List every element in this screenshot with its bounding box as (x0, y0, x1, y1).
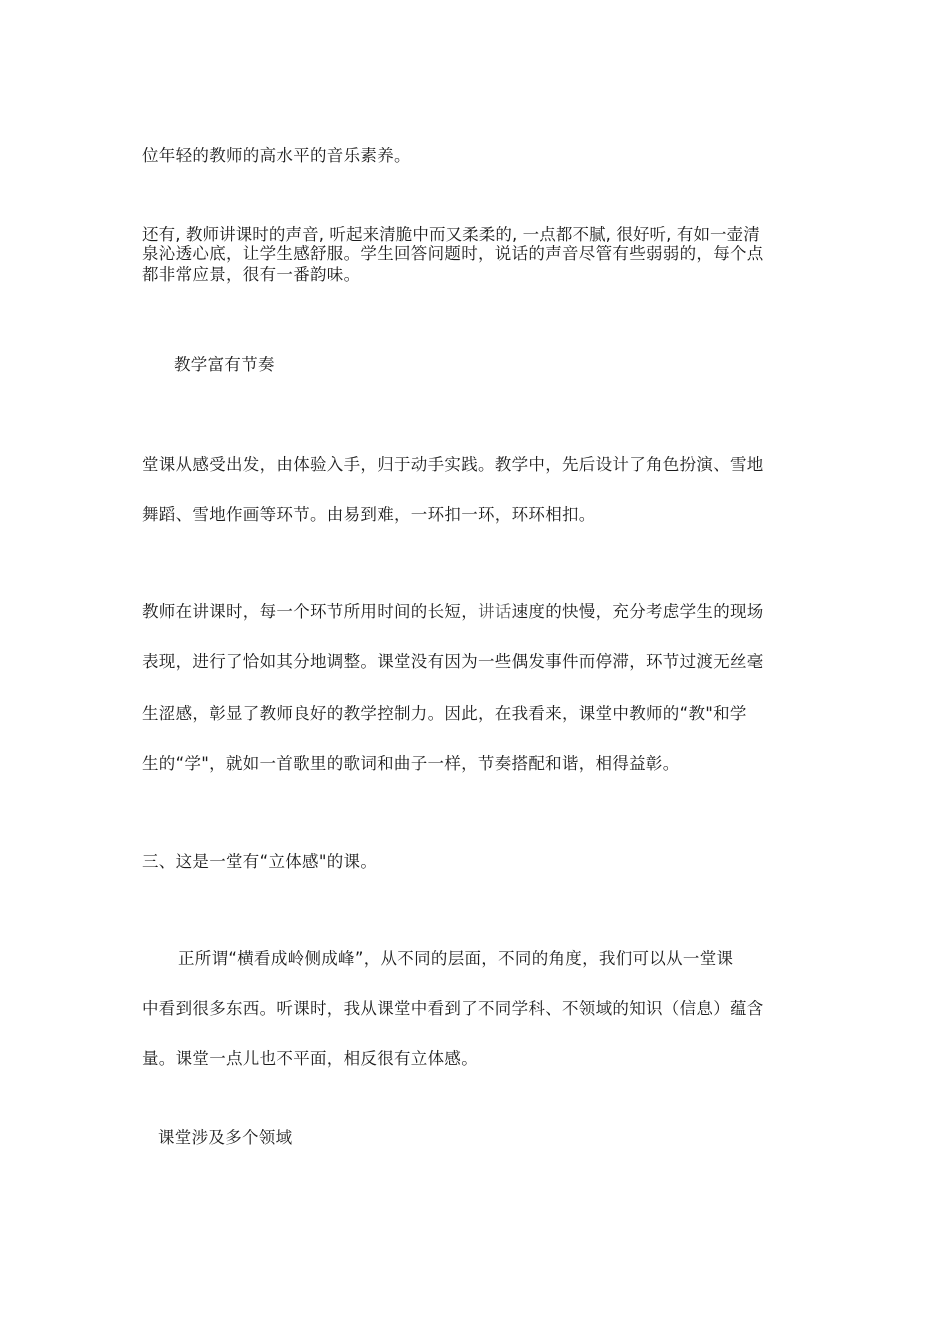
paragraph-line (142, 601, 764, 623)
paragraph-line: 泉沁透心底，让学生感舒服。学生回答问题时，说话的声音尽管有些弱弱的，每个点 (142, 244, 764, 263)
highlighted-text-run: 讲话 (478, 602, 512, 621)
paragraph-line: 堂课从感受出发，由体验入手，归于动手实践。教学中，先后设计了角色扮演、雪地 (142, 455, 764, 474)
paragraph-line: 生涩感，彰显了教师良好的教学控制力。因此，在我看来，课堂中教师的“教"和学 (142, 704, 747, 723)
text-run: 教师在讲课时，每一个环节所用时间的长短， (142, 602, 478, 621)
subheading-fields: 课堂涉及多个领域 (158, 1128, 293, 1147)
paragraph-line: 位年轻的教师的高水平的音乐素养。 (142, 146, 411, 165)
subheading-rhythm: 教学富有节奏 (174, 355, 275, 374)
paragraph-line: 量。课堂一点儿也不平面，相反很有立体感。 (142, 1049, 478, 1068)
paragraph-line: 都非常应景，很有一番韵味。 (142, 265, 361, 284)
paragraph-line: 表现，进行了恰如其分地调整。课堂没有因为一些偶发事件而停滞，环节过渡无丝毫 (142, 652, 764, 671)
text-run: 速度的快慢，充分考虑学生的现场 (511, 602, 764, 621)
paragraph-line: 正所谓“横看成岭侧成峰”，从不同的层面，不同的角度，我们可以从一堂课 (178, 949, 734, 968)
paragraph-line: 中看到很多东西。听课时，我从课堂中看到了不同学科、不领域的知识（信息）蕴含 (142, 999, 764, 1018)
paragraph-line: 还有, 教师讲课时的声音, 听起来清脆中而又柔柔的, 一点都不腻, 很好听, 有如一壶清 (142, 225, 760, 244)
section-heading-3: 三、这是一堂有“立体感"的课。 (142, 852, 378, 871)
paragraph-line: 生的“学"，就如一首歌里的歌词和曲子一样，节奏搭配和谐，相得益彰。 (142, 754, 680, 773)
paragraph-line: 舞蹈、雪地作画等环节。由易到难，一环扣一环，环环相扣。 (142, 505, 596, 524)
